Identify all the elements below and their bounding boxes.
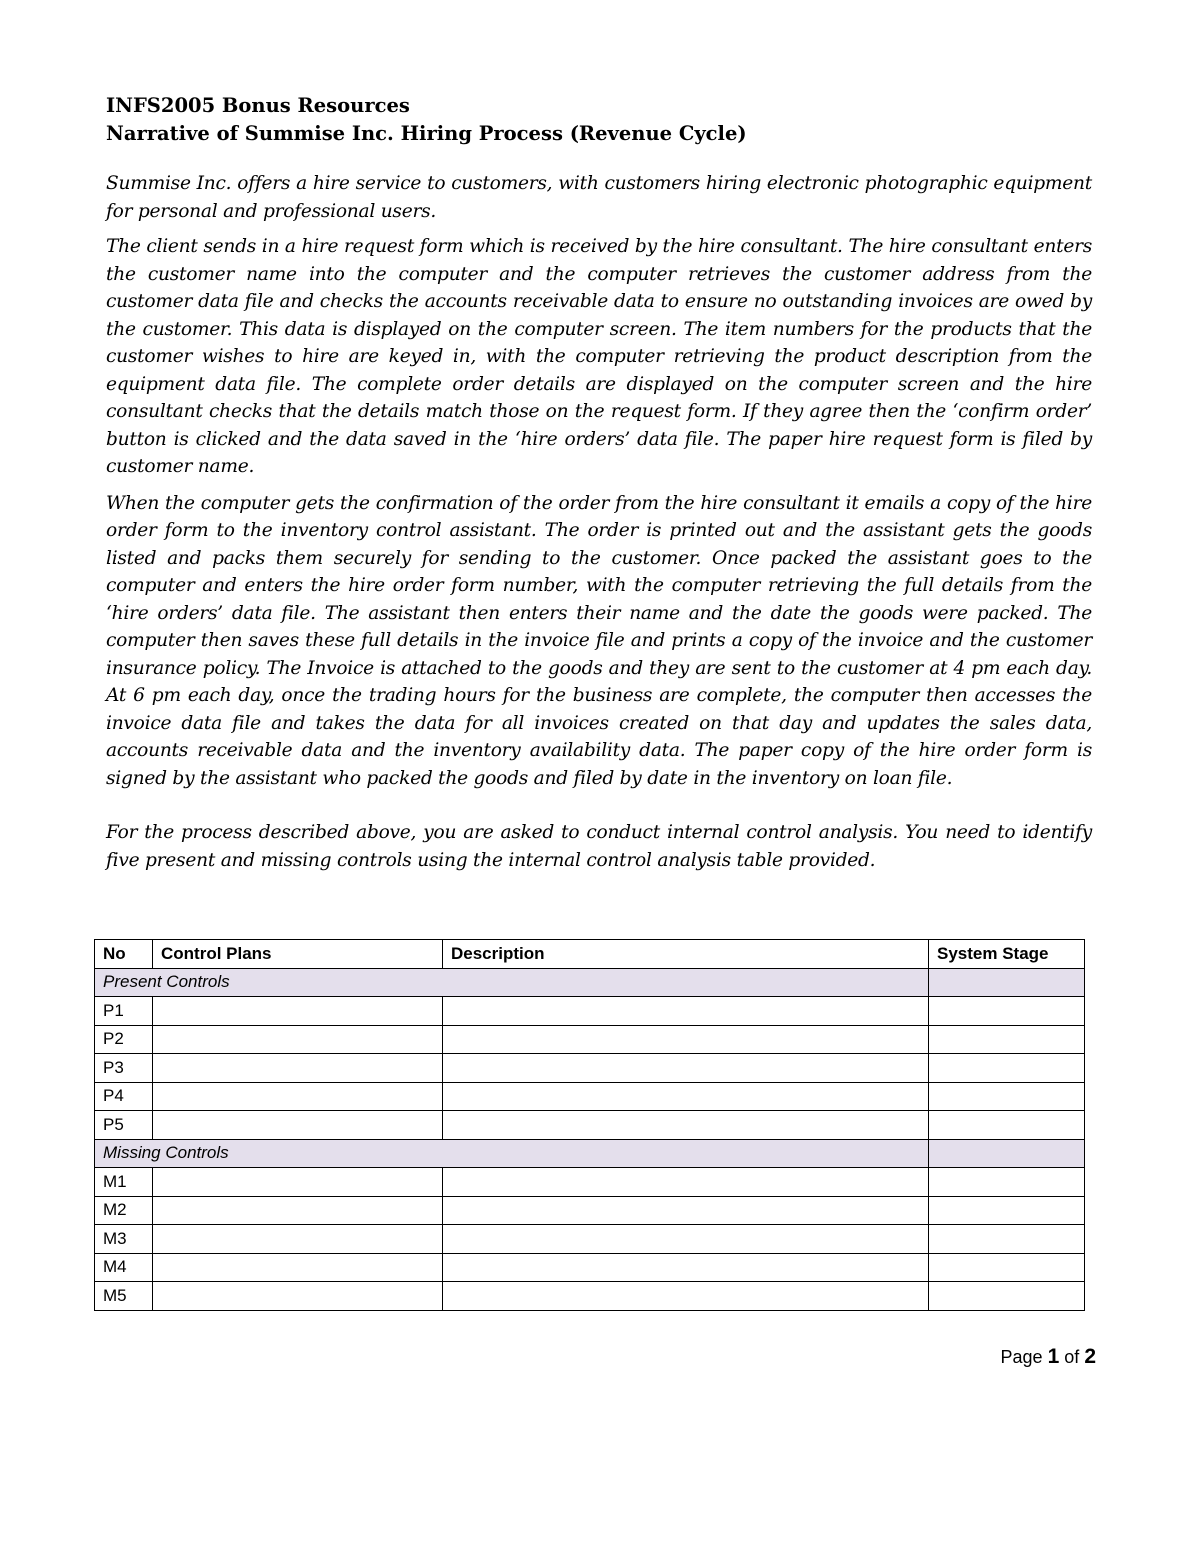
table-row (95, 1253, 1085, 1282)
row-id: M4 (95, 1253, 153, 1282)
row-id: M2 (95, 1196, 153, 1225)
system-stage-cell[interactable] (929, 1168, 1085, 1197)
page-number-footer (1001, 1345, 1096, 1369)
system-stage-cell[interactable] (929, 997, 1085, 1026)
header-control-plans: Control Plans (153, 940, 443, 969)
row-id: M5 (95, 1282, 153, 1311)
system-stage-cell[interactable] (929, 1225, 1085, 1254)
header-no: No (95, 940, 153, 969)
system-stage-cell[interactable] (929, 1196, 1085, 1225)
row-id: P4 (95, 1082, 153, 1111)
page-word: Page (1000, 1347, 1043, 1367)
description-cell[interactable] (443, 1196, 929, 1225)
control-plan-cell[interactable] (153, 1253, 443, 1282)
control-plan-cell[interactable] (153, 1082, 443, 1111)
row-id: P1 (95, 997, 153, 1026)
table-row (95, 1168, 1085, 1197)
table-row (95, 1025, 1085, 1054)
table-row (95, 1082, 1085, 1111)
intro-paragraph: Summise Inc. offers a hire service to customers, with customers hiring electronic photographic equipment for personal and professional users. (106, 173, 1092, 222)
header-description: Description (443, 940, 929, 969)
row-id: P3 (95, 1054, 153, 1083)
system-stage-cell[interactable] (929, 1082, 1085, 1111)
present-controls-section-row (95, 968, 1085, 997)
system-stage-cell[interactable] (929, 1253, 1085, 1282)
system-stage-cell[interactable] (929, 1282, 1085, 1311)
header-system-stage: System Stage (929, 940, 1085, 969)
present-controls-label: Present Controls (95, 968, 929, 997)
control-plan-cell[interactable] (153, 1168, 443, 1197)
table-row (95, 1225, 1085, 1254)
control-analysis-table (94, 939, 1085, 1311)
control-plan-cell[interactable] (153, 1111, 443, 1140)
section-stage-cell (929, 968, 1085, 997)
inventory-assistant-paragraph: When the computer gets the confirmation of the order from the hire consultant it emails a copy of the hire order form to the inventory control assistant. The order is printed out and the assistant gets the goods listed and packs them securely for sending to the customer. Once packed the assistant goes to the computer and enters the hire order form number, with the computer retrieving the full details from the ‘hire orders’ data file. The assistant then enters their name and the date the goods were packed. The computer then saves these full details in the invoice file and prints a copy of the invoice and the customer insurance policy. The Invoice is attached to the goods and they are sent to the customer at 4 pm each day. At 6 pm each day, once the trading hours for the business are complete, the computer then accesses the invoice data file and takes the data for all invoices created on that day and updates the sales data, accounts receivable data and the inventory availability data. The paper copy of the hire order form is signed by the assistant who packed the goods and filed by date in the inventory on loan file. (106, 492, 1092, 789)
row-id: M3 (95, 1225, 153, 1254)
document-content (106, 92, 1092, 874)
description-cell[interactable] (443, 1082, 929, 1111)
control-plan-cell[interactable] (153, 1225, 443, 1254)
control-plan-cell[interactable] (153, 1282, 443, 1311)
control-plan-cell[interactable] (153, 1054, 443, 1083)
description-cell[interactable] (443, 1282, 929, 1311)
system-stage-cell[interactable] (929, 1025, 1085, 1054)
description-cell[interactable] (443, 1168, 929, 1197)
row-id: M1 (95, 1168, 153, 1197)
hire-consultant-paragraph: The client sends in a hire request form which is received by the hire consultant. The hire consultant enters the customer name into the computer and the computer retrieves the customer address from the customer data file and checks the accounts receivable data to ensure no outstanding invoices are owed by the customer. This data is displayed on the computer screen. The item numbers for the products that the customer wishes to hire are keyed in, with the computer retrieving the product description from the equipment data file. The complete order details are displayed on the computer screen and the hire consultant checks that the details match those on the request form. If they agree then the ‘confirm order’ button is clicked and the data saved in the ‘hire orders’ data file. The paper hire request form is filed by customer name. (106, 236, 1092, 477)
table-header-row (95, 940, 1085, 969)
missing-controls-section-row (95, 1139, 1085, 1168)
description-cell[interactable] (443, 1025, 929, 1054)
table-row (95, 997, 1085, 1026)
description-cell[interactable] (443, 1225, 929, 1254)
control-plan-cell[interactable] (153, 1025, 443, 1054)
system-stage-cell[interactable] (929, 1054, 1085, 1083)
row-id: P2 (95, 1025, 153, 1054)
table-row (95, 1282, 1085, 1311)
document-title-line1: INFS2005 Bonus Resources (106, 94, 410, 117)
table-row (95, 1111, 1085, 1140)
section-stage-cell (929, 1139, 1085, 1168)
page-current: 1 (1047, 1345, 1060, 1368)
description-cell[interactable] (443, 1253, 929, 1282)
missing-controls-label: Missing Controls (95, 1139, 929, 1168)
of-word: of (1064, 1347, 1080, 1367)
control-plan-cell[interactable] (153, 997, 443, 1026)
document-title-line2: Narrative of Summise Inc. Hiring Process (Revenue Cycle) (106, 122, 747, 145)
control-plan-cell[interactable] (153, 1196, 443, 1225)
description-cell[interactable] (443, 1111, 929, 1140)
instructions-paragraph: For the process described above, you are asked to conduct internal control analysis. You need to identify five present and missing controls using the internal control analysis table provided. (106, 822, 1092, 871)
description-cell[interactable] (443, 1054, 929, 1083)
description-cell[interactable] (443, 997, 929, 1026)
table-row (95, 1196, 1085, 1225)
table-row (95, 1054, 1085, 1083)
row-id: P5 (95, 1111, 153, 1140)
page-total: 2 (1084, 1345, 1096, 1368)
system-stage-cell[interactable] (929, 1111, 1085, 1140)
